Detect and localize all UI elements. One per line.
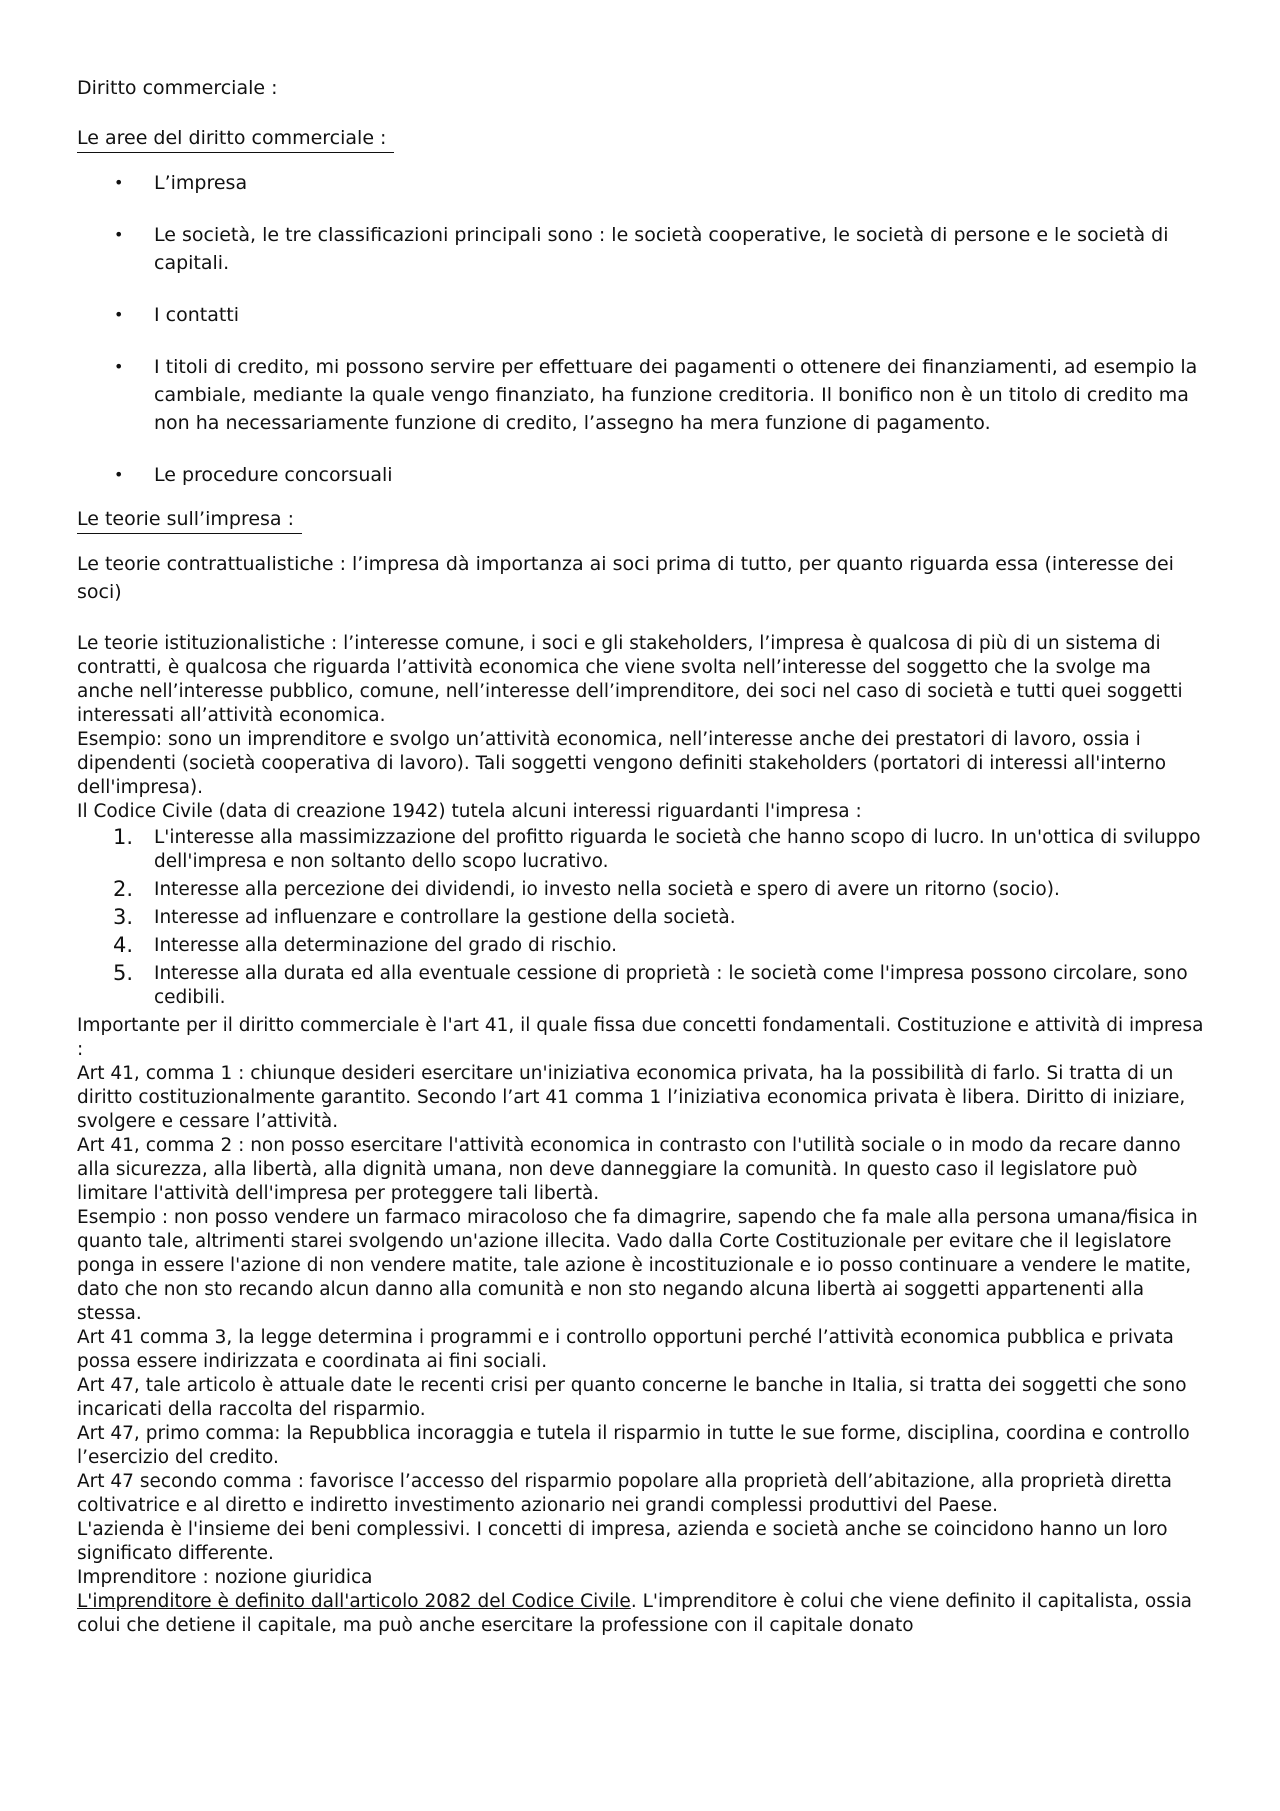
list-item-text: I titoli di credito, mi possono servire per effettuare dei pagamenti o ottenere dei finanziamenti, ad esempio la cambiale, mediante la quale vengo finanziato, ha funzione creditoria. Il bonifico non è un titolo di credito ma non ha necessariamente funzione di credito, l’assegno ha mera funzione di pagamento. [154, 356, 1198, 434]
list-item-text: Le procedure concorsuali [154, 464, 393, 486]
paragraph-imprenditore-definizione [77, 1590, 1207, 1638]
list-item-text: Interesse alla determinazione del grado di rischio. [154, 935, 618, 956]
list-item-text: Le società, le tre classificazioni principali sono : le società cooperative, le società di persone e le società di capitali. [154, 224, 1169, 274]
paragraph-istituzionalistiche: Le teorie istituzionalistiche : l’interesse comune, i soci e gli stakeholders, l’impresa è qualcosa di più di un sistema di contratti, è qualcosa che riguarda l’attività economica che viene svolta nell’interesse del soggetto che la svolge ma anche nell’interesse pubblico, comune, nell’interesse dell’imprenditore, dei soci nel caso di società e tutti quei soggetti interessati all’attività economica. [77, 633, 1183, 726]
bullet-icon: • [114, 173, 124, 192]
paragraph-codice-civile: Il Codice Civile (data di creazione 1942) tutela alcuni interessi riguardanti l'impresa : [77, 801, 862, 822]
paragraph-text: . L'imprenditore è colui che viene definito il capitalista, ossia colui che detiene il capitale, ma può anche esercitare la professione con il capitale donato [77, 1591, 1192, 1636]
list-item-text: Interesse alla durata ed alla eventuale cessione di proprietà : le società come l'impresa possono circolare, sono cedibili. [154, 963, 1188, 1008]
paragraph-art41-comma1: Art 41, comma 1 : chiunque desideri esercitare un'iniziativa economica privata, ha la possibilità di farlo. Si tratta di un diritto costituzionalmente garantito. Secondo l’art 41 comma 1 l’iniziativa economica privata è libera. Diritto di iniziare, svolgere e cessare l’attività. [77, 1063, 1186, 1132]
list-number: 2. [113, 877, 134, 901]
list-item [77, 934, 1207, 958]
bullet-icon: • [114, 357, 124, 376]
list-item [77, 962, 1207, 1010]
list-number: 5. [113, 961, 134, 985]
list-item-text: I contatti [154, 304, 240, 326]
paragraph-art47: Art 47, tale articolo è attuale date le recenti crisi per quanto concerne le banche in Italia, si tratta dei soggetti che sono incaricati della raccolta del risparmio. [77, 1375, 1187, 1420]
paragraph-azienda: L'azienda è l'insieme dei beni complessivi. I concetti di impresa, azienda e società anche se coincidono hanno un loro significato differente. [77, 1519, 1168, 1564]
bullet-list-aree [77, 169, 1207, 489]
paragraph-art41-comma2: Art 41, comma 2 : non posso esercitare l'attività economica in contrasto con l'utilità sociale o in modo da recare danno alla sicurezza, alla libertà, alla dignità umana, non deve danneggiare la comunità. In questo caso il legislatore può limitare l'attività dell'impresa per proteggere tali libertà. [77, 1135, 1181, 1204]
paragraph-art47-comma1: Art 47, primo comma: la Repubblica incoraggia e tutela il risparmio in tutte le sue forme, disciplina, coordina e controllo l’esercizio del credito. [77, 1423, 1190, 1468]
paragraph-art47-comma2: Art 47 secondo comma : favorisce l’accesso del risparmio popolare alla proprietà dell’abitazione, alla proprietà diretta coltivatrice e al diretto e indiretto investimento azionario nei grandi complessi produttivi del Paese. [77, 1471, 1172, 1516]
bullet-icon: • [114, 465, 124, 484]
document-page [77, 74, 1207, 1638]
bullet-icon: • [114, 225, 124, 244]
document-title: Diritto commerciale : [77, 77, 278, 99]
list-item [77, 826, 1207, 874]
list-item-text: Interesse ad influenzare e controllare la gestione della società. [154, 907, 736, 928]
list-number: 4. [113, 933, 134, 957]
list-item-text: L'interesse alla massimizzazione del profitto riguarda le società che hanno scopo di lucro. In un'ottica di sviluppo dell'impresa e non soltanto dello scopo lucrativo. [154, 827, 1201, 872]
paragraph-imprenditore-heading: Imprenditore : nozione giuridica [77, 1567, 373, 1588]
list-item [77, 878, 1207, 902]
list-number: 3. [113, 905, 134, 929]
list-item [77, 301, 1207, 329]
list-item-text: L’impresa [154, 172, 248, 194]
list-number: 1. [113, 825, 134, 849]
section-heading-teorie: Le teorie sull’impresa : [77, 505, 302, 534]
section-heading-aree: Le aree del diritto commerciale : [77, 124, 394, 153]
numbered-list-interessi [77, 826, 1207, 1010]
list-item [77, 906, 1207, 930]
paragraph-art41-intro: Importante per il diritto commerciale è l'art 41, il quale fissa due concetti fondamentali. Costituzione e attività di impresa : [77, 1015, 1204, 1060]
list-item [77, 461, 1207, 489]
paragraph-esempio-stakeholders: Esempio: sono un imprenditore e svolgo un’attività economica, nell’interesse anche dei prestatori di lavoro, ossia i dipendenti (società cooperativa di lavoro). Tali soggetti vengono definiti stakeholders (portatori di interessi all'interno dell'impresa). [77, 729, 1167, 798]
list-item [77, 353, 1207, 437]
list-item-text: Interesse alla percezione dei dividendi, io investo nella società e spero di avere un ritorno (socio). [154, 879, 1060, 900]
paragraph-contrattualistiche: Le teorie contrattualistiche : l’impresa dà importanza ai soci prima di tutto, per quanto riguarda essa (interesse dei soci) [77, 553, 1174, 603]
bullet-icon: • [114, 305, 124, 324]
paragraph-esempio-farmaco: Esempio : non posso vendere un farmaco miracoloso che fa dimagrire, sapendo che fa male alla persona umana/fisica in quanto tale, altrimenti starei svolgendo un'azione illecita. Vado dalla Corte Costituzionale per evitare che il legislatore ponga in essere l'azione di non vendere matite, tale azione è incostituzionale e io posso continuare a vendere le matite, dato che non sto recando alcun danno alla comunità e non sto negando alcuna libertà ai soggetti appartenenti alla stessa. [77, 1207, 1198, 1324]
paragraph-art41-comma3: Art 41 comma 3, la legge determina i programmi e i controllo opportuni perché l’attività economica pubblica e privata possa essere indirizzata e coordinata ai fini sociali. [77, 1327, 1174, 1372]
list-item [77, 221, 1207, 277]
list-item [77, 169, 1207, 197]
underlined-text: L'imprenditore è definito dall'articolo 2082 del Codice Civile [77, 1591, 631, 1612]
